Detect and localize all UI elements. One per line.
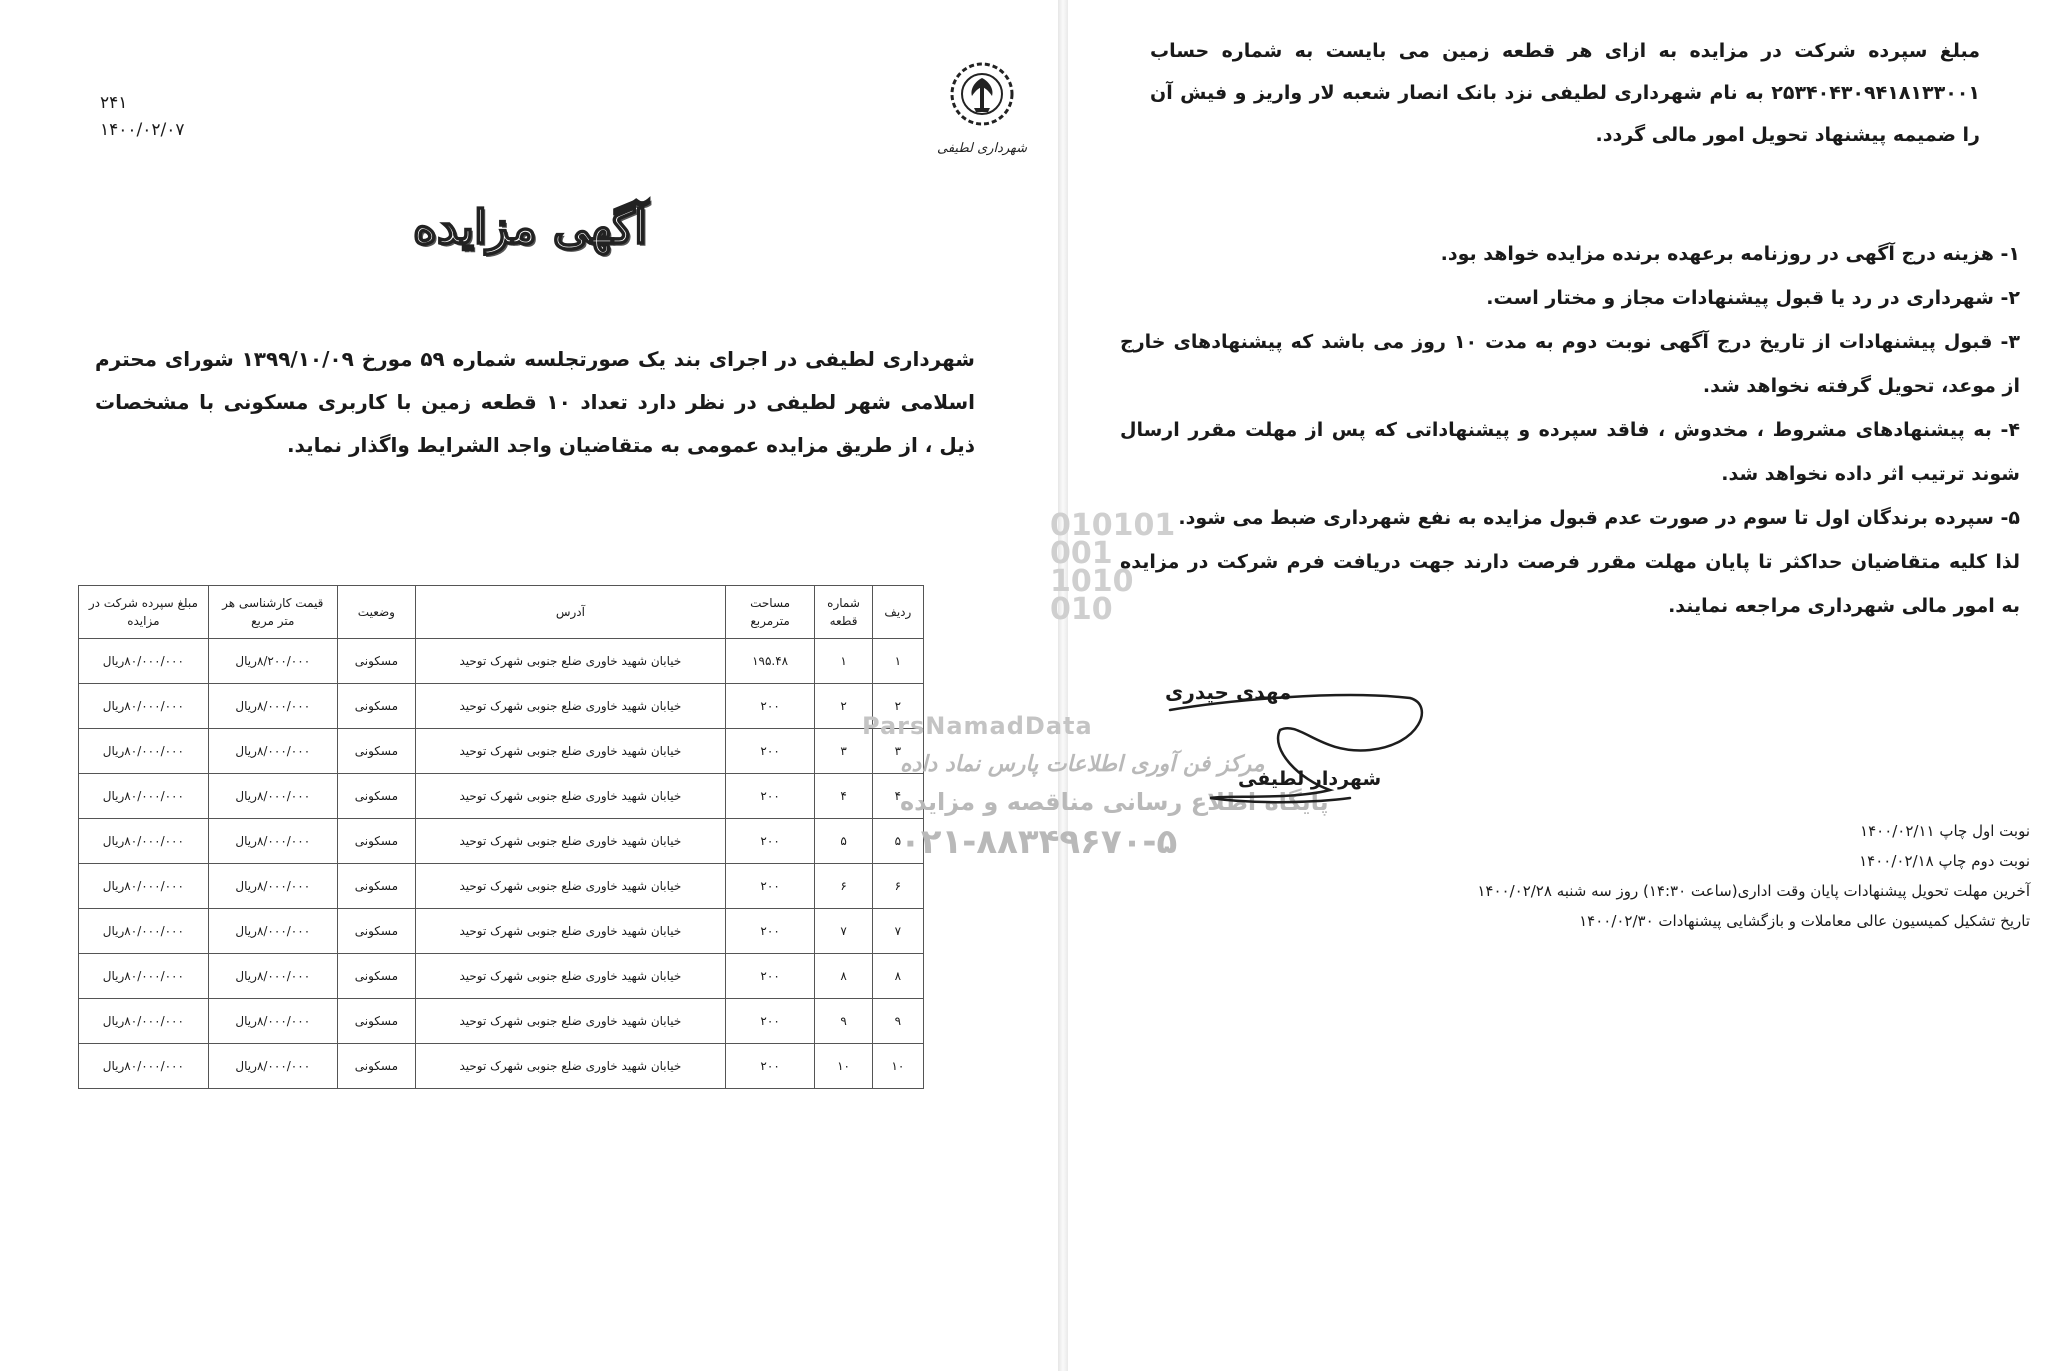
condition-item: ۵- سپرده برندگان اول تا سوم در صورت عدم قبول مزایده به نفع شهرداری ضبط می شود.: [1178, 507, 2020, 529]
watermark-digits: 010101 001 1010 010: [1050, 508, 1176, 627]
table-row: [79, 819, 924, 864]
date-line: آخرین مهلت تحویل پیشنهادات پایان وقت اداری(ساعت ۱۴:۳۰) روز سه شنبه ۱۴۰۰/۰۲/۲۸: [1477, 882, 2030, 900]
cell-address: خیابان شهید خاوری ضلع جنوبی شهرک توحید: [415, 909, 725, 954]
cell-area: ۲۰۰: [725, 1044, 815, 1089]
condition-item: ۱- هزینه درج آگهی در روزنامه برعهده برنده مزایده خواهد بود.: [1440, 243, 2020, 265]
header-area: مساحت مترمربع: [725, 586, 815, 639]
cell-expert-price: ۸/۰۰۰/۰۰۰ریال: [208, 999, 337, 1044]
cell-expert-price: ۸/۰۰۰/۰۰۰ریال: [208, 954, 337, 999]
intro-paragraph: شهرداری لطیفی در اجرای بند یک صورتجلسه شماره ۵۹ مورخ ۱۳۹۹/۱۰/۰۹ شورای محترم اسلامی شهر لطیفی در نظر دارد تعداد ۱۰ قطعه زمین با کاربری مسکونی با مشخصات ذیل ، از طریق مزایده عمومی به متقاضیان واجد الشرایط واگذار نماید.: [95, 347, 975, 457]
cell-area: ۲۰۰: [725, 909, 815, 954]
cell-row-number: ۲: [872, 684, 923, 729]
cell-expert-price: ۸/۰۰۰/۰۰۰ریال: [208, 684, 337, 729]
cell-deposit: ۸۰/۰۰۰/۰۰۰ریال: [79, 954, 209, 999]
cell-expert-price: ۸/۰۰۰/۰۰۰ریال: [208, 909, 337, 954]
cell-address: خیابان شهید خاوری ضلع جنوبی شهرک توحید: [415, 999, 725, 1044]
cell-deposit: ۸۰/۰۰۰/۰۰۰ریال: [79, 729, 209, 774]
cell-address: خیابان شهید خاوری ضلع جنوبی شهرک توحید: [415, 864, 725, 909]
document-date: ۱۴۰۰/۰۲/۰۷: [100, 120, 185, 141]
cell-address: خیابان شهید خاوری ضلع جنوبی شهرک توحید: [415, 1044, 725, 1089]
cell-area: ۲۰۰: [725, 954, 815, 999]
table-row: [79, 954, 924, 999]
cell-plot-number: ۵: [815, 819, 872, 864]
cell-row-number: ۹: [872, 999, 923, 1044]
cell-row-number: ۳: [872, 729, 923, 774]
notice-title: آگهی مزایده: [412, 200, 648, 254]
watermark-phone: ۰۲۱-۸۸۳۴۹۶۷۰-۵: [900, 822, 1178, 862]
signer-title: شهردار لطیفی: [1238, 768, 1382, 790]
cell-status: مسکونی: [337, 954, 415, 999]
cell-deposit: ۸۰/۰۰۰/۰۰۰ریال: [79, 819, 209, 864]
table-body: [79, 639, 924, 1089]
cell-deposit: ۸۰/۰۰۰/۰۰۰ریال: [79, 684, 209, 729]
cell-row-number: ۱۰: [872, 1044, 923, 1089]
cell-expert-price: ۸/۰۰۰/۰۰۰ریال: [208, 1044, 337, 1089]
cell-address: خیابان شهید خاوری ضلع جنوبی شهرک توحید: [415, 639, 725, 684]
cell-area: ۲۰۰: [725, 999, 815, 1044]
cell-expert-price: ۸/۰۰۰/۰۰۰ریال: [208, 819, 337, 864]
cell-address: خیابان شهید خاوری ضلع جنوبی شهرک توحید: [415, 684, 725, 729]
table-row: [79, 999, 924, 1044]
date-line: نوبت دوم چاپ ۱۴۰۰/۰۲/۱۸: [1859, 852, 2030, 870]
document-number: ۲۴۱: [100, 93, 128, 113]
cell-deposit: ۸۰/۰۰۰/۰۰۰ریال: [79, 1044, 209, 1089]
cell-area: ۲۰۰: [725, 774, 815, 819]
cell-deposit: ۸۰/۰۰۰/۰۰۰ریال: [79, 774, 209, 819]
cell-address: خیابان شهید خاوری ضلع جنوبی شهرک توحید: [415, 819, 725, 864]
cell-status: مسکونی: [337, 1044, 415, 1089]
table-header: [79, 586, 924, 639]
municipality-logo: [936, 60, 1028, 186]
logo-text: شهرداری لطیفی: [936, 141, 1028, 156]
deposit-paragraph: مبلغ سپرده شرکت در مزایده به ازای هر قطعه زمین می بایست به شماره حساب ۲۵۳۴۰۴۳۰۹۴۱۸۱۳۳۰۰۱ به نام شهرداری لطیفی نزد بانک انصار شعبه لار واریز و فیش آن را ضمیمه پیشنهاد تحویل امور مالی گردد.: [1150, 40, 1980, 146]
date-line: نوبت اول چاپ ۱۴۰۰/۰۲/۱۱: [1860, 822, 2030, 840]
document-number-block: [100, 90, 185, 144]
cell-address: خیابان شهید خاوری ضلع جنوبی شهرک توحید: [415, 774, 725, 819]
cell-row-number: ۵: [872, 819, 923, 864]
cell-expert-price: ۸/۰۰۰/۰۰۰ریال: [208, 774, 337, 819]
table-row: [79, 864, 924, 909]
cell-area: ۲۰۰: [725, 864, 815, 909]
table-row: [79, 909, 924, 954]
table-row: [79, 774, 924, 819]
header-row-number: ردیف: [872, 586, 923, 639]
cell-area: ۱۹۵.۴۸: [725, 639, 815, 684]
cell-row-number: ۶: [872, 864, 923, 909]
page-fold: [1058, 0, 1068, 1371]
cell-expert-price: ۸/۰۰۰/۰۰۰ریال: [208, 729, 337, 774]
cell-status: مسکونی: [337, 999, 415, 1044]
cell-plot-number: ۱: [815, 639, 872, 684]
cell-plot-number: ۷: [815, 909, 872, 954]
header-address: آدرس: [415, 586, 725, 639]
condition-item: ۴- به پیشنهادهای مشروط ، مخدوش ، فاقد سپرده و پیشنهاداتی که پس از مهلت مقرر ارسال شوند ترتیب اثر داده نخواهد شد.: [1120, 419, 2020, 485]
condition-item: ۳- قبول پیشنهادات از تاریخ درج آگهی نوبت دوم به مدت ۱۰ روز می باشد که پیشنهادهای خارج از موعد، تحویل گرفته نخواهد شد.: [1120, 331, 2021, 397]
cell-status: مسکونی: [337, 864, 415, 909]
table-row: [79, 1044, 924, 1089]
cell-status: مسکونی: [337, 684, 415, 729]
date-line: تاریخ تشکیل کمیسیون عالی معاملات و بازگشایی پیشنهادات ۱۴۰۰/۰۲/۳۰: [1579, 912, 2030, 930]
cell-address: خیابان شهید خاوری ضلع جنوبی شهرک توحید: [415, 729, 725, 774]
cell-expert-price: ۸/۰۰۰/۰۰۰ریال: [208, 864, 337, 909]
cell-area: ۲۰۰: [725, 684, 815, 729]
cell-area: ۲۰۰: [725, 729, 815, 774]
header-deposit: مبلغ سپرده شرکت در مزایده: [79, 586, 209, 639]
cell-plot-number: ۶: [815, 864, 872, 909]
cell-status: مسکونی: [337, 729, 415, 774]
land-plots-table: [78, 585, 924, 1089]
cell-deposit: ۸۰/۰۰۰/۰۰۰ریال: [79, 909, 209, 954]
table-row: [79, 639, 924, 684]
condition-item: ۲- شهرداری در رد یا قبول پیشنهادات مجاز و مختار است.: [1486, 287, 2020, 309]
header-expert-price: قیمت کارشناسی هر متر مربع: [208, 586, 337, 639]
cell-area: ۲۰۰: [725, 819, 815, 864]
cell-plot-number: ۹: [815, 999, 872, 1044]
cell-row-number: ۷: [872, 909, 923, 954]
cell-plot-number: ۸: [815, 954, 872, 999]
cell-expert-price: ۸/۲۰۰/۰۰۰ریال: [208, 639, 337, 684]
conditions-list: [1120, 232, 2020, 628]
watermark-brand: ParsNamadData: [862, 712, 1093, 740]
closing-paragraph: لذا کلیه متقاضیان حداکثر تا پایان مهلت مقرر فرصت دارند جهت دریافت فرم شرکت در مزایده به امور مالی شهرداری مراجعه نمایند.: [1120, 551, 2020, 617]
cell-plot-number: ۴: [815, 774, 872, 819]
dates-block: [1440, 816, 2030, 936]
watermark-line-2: پایگاه اطلاع رسانی مناقصه و مزایده: [900, 788, 1329, 816]
signer-name: مهدی حیدری: [1165, 680, 1292, 704]
cell-status: مسکونی: [337, 909, 415, 954]
table-row: [79, 684, 924, 729]
cell-deposit: ۸۰/۰۰۰/۰۰۰ریال: [79, 864, 209, 909]
header-status: وضعیت: [337, 586, 415, 639]
cell-deposit: ۸۰/۰۰۰/۰۰۰ریال: [79, 999, 209, 1044]
cell-status: مسکونی: [337, 819, 415, 864]
watermark-line-1: مرکز فن آوری اطلاعات پارس نماد داده: [900, 752, 1265, 777]
cell-row-number: ۴: [872, 774, 923, 819]
cell-plot-number: ۲: [815, 684, 872, 729]
cell-row-number: ۱: [872, 639, 923, 684]
cell-status: مسکونی: [337, 774, 415, 819]
cell-address: خیابان شهید خاوری ضلع جنوبی شهرک توحید: [415, 954, 725, 999]
header-plot-number: شماره قطعه: [815, 586, 872, 639]
cell-status: مسکونی: [337, 639, 415, 684]
table-row: [79, 729, 924, 774]
cell-plot-number: ۱۰: [815, 1044, 872, 1089]
cell-deposit: ۸۰/۰۰۰/۰۰۰ریال: [79, 639, 209, 684]
cell-row-number: ۸: [872, 954, 923, 999]
cell-plot-number: ۳: [815, 729, 872, 774]
